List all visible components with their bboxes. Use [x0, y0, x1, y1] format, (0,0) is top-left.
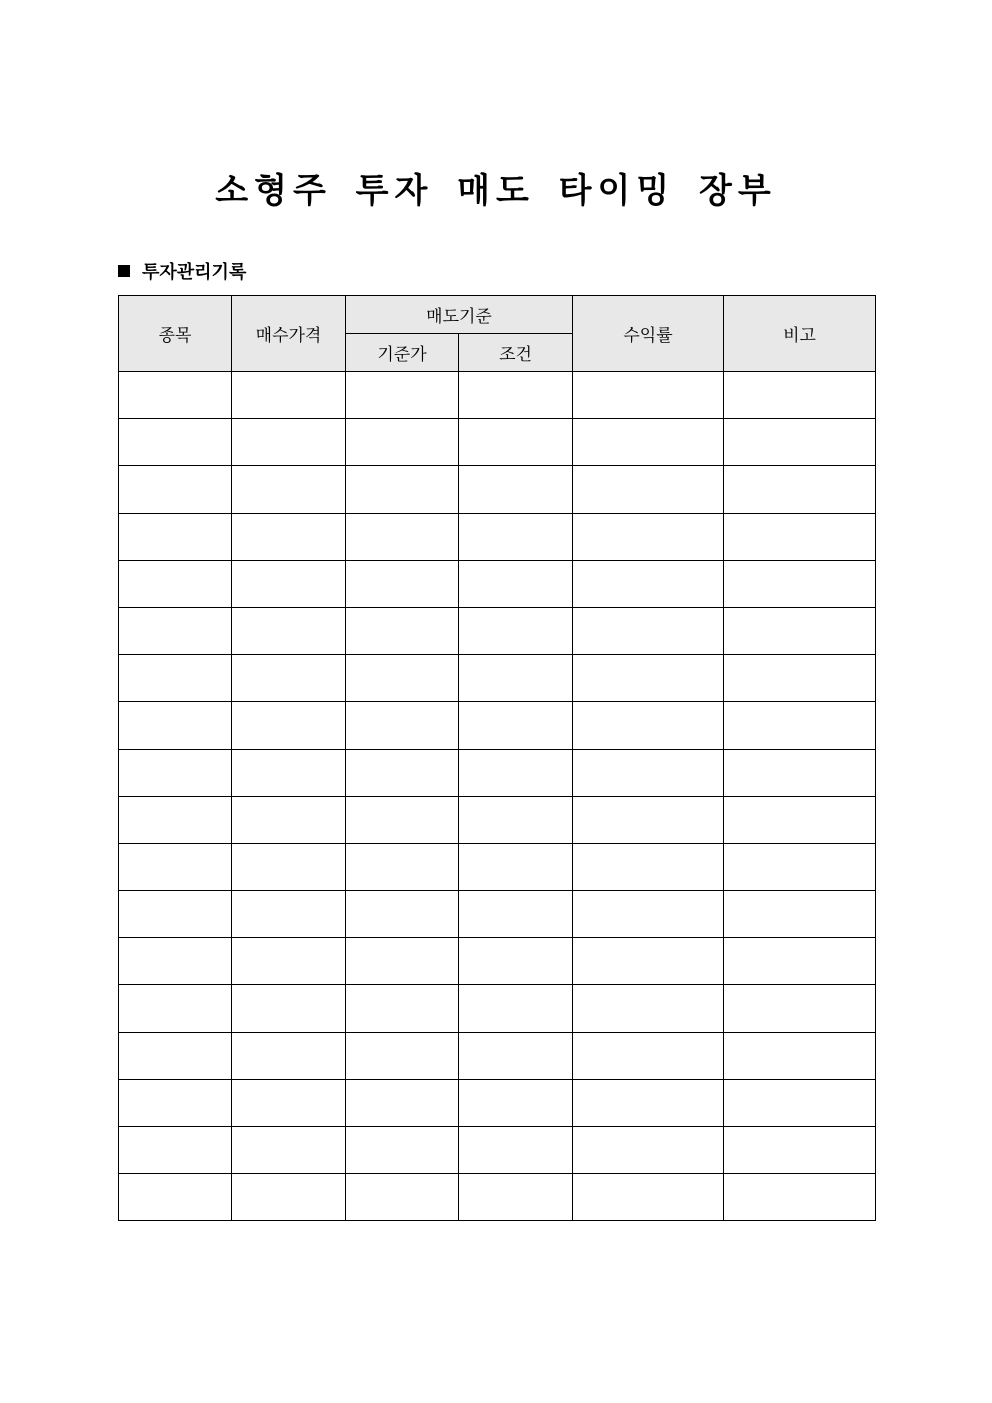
cell-note[interactable]: [724, 702, 876, 749]
cell-base-price[interactable]: [346, 372, 459, 419]
cell-condition[interactable]: [459, 749, 573, 796]
cell-return-rate[interactable]: [573, 1032, 724, 1079]
cell-note[interactable]: [724, 372, 876, 419]
cell-return-rate[interactable]: [573, 843, 724, 890]
cell-item[interactable]: [119, 985, 232, 1032]
cell-item[interactable]: [119, 938, 232, 985]
cell-base-price[interactable]: [346, 796, 459, 843]
cell-condition[interactable]: [459, 1032, 573, 1079]
cell-return-rate[interactable]: [573, 655, 724, 702]
cell-base-price[interactable]: [346, 938, 459, 985]
cell-return-rate[interactable]: [573, 1127, 724, 1174]
cell-note[interactable]: [724, 1079, 876, 1126]
cell-note[interactable]: [724, 607, 876, 654]
table-row: [119, 749, 876, 796]
square-bullet-icon: [118, 265, 130, 277]
cell-return-rate[interactable]: [573, 1079, 724, 1126]
cell-condition[interactable]: [459, 843, 573, 890]
cell-base-price[interactable]: [346, 985, 459, 1032]
cell-buy-price[interactable]: [232, 1174, 346, 1221]
cell-buy-price[interactable]: [232, 560, 346, 607]
cell-buy-price[interactable]: [232, 513, 346, 560]
cell-note[interactable]: [724, 655, 876, 702]
table-row: [119, 466, 876, 513]
page-title: 소형주 투자 매도 타이밍 장부: [215, 171, 777, 211]
cell-base-price[interactable]: [346, 843, 459, 890]
cell-condition[interactable]: [459, 702, 573, 749]
cell-item[interactable]: [119, 1127, 232, 1174]
cell-return-rate[interactable]: [573, 891, 724, 938]
cell-buy-price[interactable]: [232, 372, 346, 419]
header-buy-price: 매수가격: [232, 296, 346, 372]
cell-base-price[interactable]: [346, 749, 459, 796]
cell-condition[interactable]: [459, 513, 573, 560]
cell-item[interactable]: [119, 702, 232, 749]
cell-buy-price[interactable]: [232, 655, 346, 702]
cell-return-rate[interactable]: [573, 419, 724, 466]
cell-note[interactable]: [724, 749, 876, 796]
cell-note[interactable]: [724, 466, 876, 513]
cell-condition[interactable]: [459, 419, 573, 466]
table-row: [119, 1127, 876, 1174]
header-condition: 조건: [459, 334, 573, 372]
table-row: [119, 702, 876, 749]
cell-condition[interactable]: [459, 655, 573, 702]
cell-condition[interactable]: [459, 938, 573, 985]
cell-note[interactable]: [724, 938, 876, 985]
cell-return-rate[interactable]: [573, 466, 724, 513]
cell-note[interactable]: [724, 1174, 876, 1221]
cell-base-price[interactable]: [346, 1079, 459, 1126]
cell-buy-price[interactable]: [232, 749, 346, 796]
cell-condition[interactable]: [459, 1079, 573, 1126]
cell-base-price[interactable]: [346, 560, 459, 607]
cell-item[interactable]: [119, 513, 232, 560]
table-row: [119, 891, 876, 938]
header-note: 비고: [724, 296, 876, 372]
cell-buy-price[interactable]: [232, 419, 346, 466]
cell-buy-price[interactable]: [232, 938, 346, 985]
table-row: [119, 372, 876, 419]
table-row: [119, 513, 876, 560]
table-row: [119, 938, 876, 985]
cell-buy-price[interactable]: [232, 1032, 346, 1079]
cell-return-rate[interactable]: [573, 796, 724, 843]
cell-base-price[interactable]: [346, 655, 459, 702]
cell-condition[interactable]: [459, 1174, 573, 1221]
cell-buy-price[interactable]: [232, 702, 346, 749]
table-row: [119, 655, 876, 702]
cell-return-rate[interactable]: [573, 560, 724, 607]
table-row: [119, 419, 876, 466]
cell-buy-price[interactable]: [232, 796, 346, 843]
section-label: 투자관리기록: [142, 262, 247, 283]
cell-note[interactable]: [724, 419, 876, 466]
cell-item[interactable]: [119, 372, 232, 419]
cell-note[interactable]: [724, 891, 876, 938]
cell-return-rate[interactable]: [573, 985, 724, 1032]
cell-buy-price[interactable]: [232, 607, 346, 654]
cell-return-rate[interactable]: [573, 513, 724, 560]
header-item: 종목: [119, 296, 232, 372]
cell-item[interactable]: [119, 560, 232, 607]
cell-buy-price[interactable]: [232, 843, 346, 890]
cell-return-rate[interactable]: [573, 702, 724, 749]
cell-item[interactable]: [119, 1032, 232, 1079]
cell-note[interactable]: [724, 560, 876, 607]
table-row: [119, 985, 876, 1032]
cell-condition[interactable]: [459, 796, 573, 843]
table-row: [119, 796, 876, 843]
cell-return-rate[interactable]: [573, 749, 724, 796]
cell-base-price[interactable]: [346, 419, 459, 466]
cell-item[interactable]: [119, 1079, 232, 1126]
cell-buy-price[interactable]: [232, 891, 346, 938]
table-row: [119, 607, 876, 654]
cell-base-price[interactable]: [346, 1127, 459, 1174]
cell-condition[interactable]: [459, 1127, 573, 1174]
cell-base-price[interactable]: [346, 513, 459, 560]
cell-buy-price[interactable]: [232, 1079, 346, 1126]
cell-buy-price[interactable]: [232, 985, 346, 1032]
table-row: [119, 1032, 876, 1079]
cell-item[interactable]: [119, 843, 232, 890]
cell-base-price[interactable]: [346, 891, 459, 938]
cell-base-price[interactable]: [346, 607, 459, 654]
cell-condition[interactable]: [459, 560, 573, 607]
header-sell-criteria: 매도기준: [346, 296, 573, 334]
header-return-rate: 수익률: [573, 296, 724, 372]
cell-return-rate[interactable]: [573, 938, 724, 985]
table-body: [119, 372, 876, 1221]
cell-condition[interactable]: [459, 891, 573, 938]
header-base-price: 기준가: [346, 334, 459, 372]
cell-note[interactable]: [724, 796, 876, 843]
cell-base-price[interactable]: [346, 466, 459, 513]
table-row: [119, 1079, 876, 1126]
table-row: [119, 560, 876, 607]
cell-note[interactable]: [724, 1032, 876, 1079]
cell-note[interactable]: [724, 843, 876, 890]
cell-buy-price[interactable]: [232, 1127, 346, 1174]
cell-item[interactable]: [119, 796, 232, 843]
cell-base-price[interactable]: [346, 1032, 459, 1079]
cell-return-rate[interactable]: [573, 372, 724, 419]
cell-condition[interactable]: [459, 372, 573, 419]
investment-record-table: [118, 295, 876, 1221]
cell-item[interactable]: [119, 466, 232, 513]
cell-return-rate[interactable]: [573, 607, 724, 654]
table-row: [119, 1174, 876, 1221]
cell-condition[interactable]: [459, 607, 573, 654]
cell-item[interactable]: [119, 891, 232, 938]
cell-base-price[interactable]: [346, 1174, 459, 1221]
cell-note[interactable]: [724, 1127, 876, 1174]
cell-item[interactable]: [119, 607, 232, 654]
cell-item[interactable]: [119, 419, 232, 466]
cell-note[interactable]: [724, 985, 876, 1032]
cell-buy-price[interactable]: [232, 466, 346, 513]
cell-item[interactable]: [119, 1174, 232, 1221]
table-row: [119, 843, 876, 890]
cell-base-price[interactable]: [346, 702, 459, 749]
cell-note[interactable]: [724, 513, 876, 560]
section-heading: [118, 258, 246, 284]
cell-condition[interactable]: [459, 466, 573, 513]
cell-condition[interactable]: [459, 985, 573, 1032]
cell-item[interactable]: [119, 655, 232, 702]
cell-item[interactable]: [119, 749, 232, 796]
cell-return-rate[interactable]: [573, 1174, 724, 1221]
